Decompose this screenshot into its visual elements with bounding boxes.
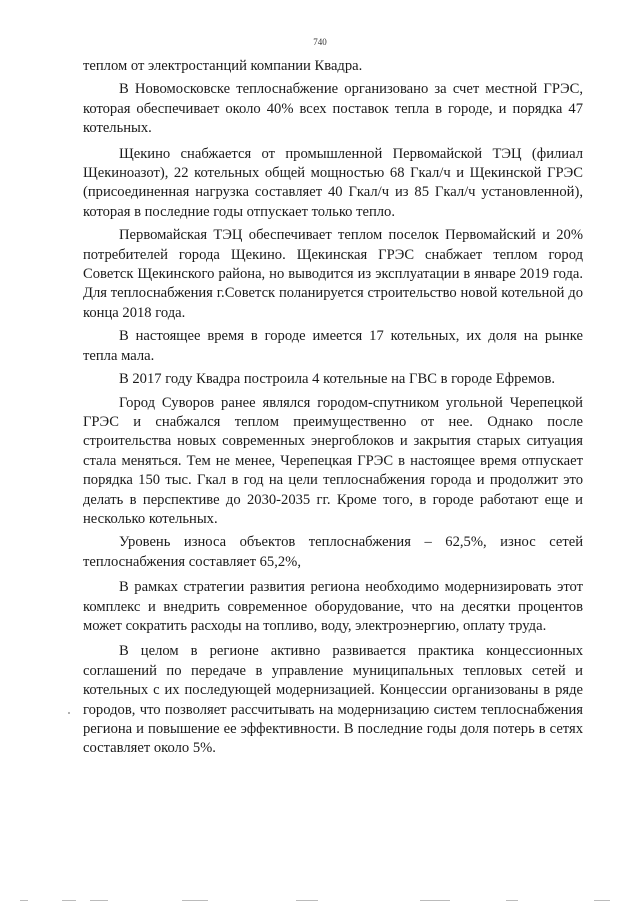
scan-mark <box>182 900 208 901</box>
paragraph-10: В целом в регионе активно развивается практика концессионных соглашений по передаче в управление муниципальных тепловых сетей и котельных с их последующей модернизацией. Концессии организованы в ряде городов, что позволяет рассчитывать на модернизацию систем теплоснабжения региона и повышение ее эффективности. В последние годы доля потерь в сетях составляет около 5%. <box>83 643 583 757</box>
paragraph-7: Город Суворов ранее являлся городом-спутником угольной Черепецкой ГРЭС и снабжался теплом преимущественно от нее. Однако после строительства новых современных энергоблоков и закрытия старых ситуация стала меняться. Тем не менее, Черепецкая ГРЭС в настоящее время отпускает порядка 150 тыс. Гкал в год на цели теплоснабжения города и продолжит это делать в перспективе до 2030-2035 гг. Кроме того, в городе работают еще и несколько котельных. <box>83 394 583 527</box>
scan-mark <box>296 900 318 901</box>
scan-mark <box>506 900 518 901</box>
scan-mark <box>420 900 450 901</box>
paragraph-9: В рамках стратегии развития региона необходимо модернизировать этот комплекс и внедрить современное оборудование, что на десятки процентов может сократить расходы на топливо, воду, электроэнергию, оплату труда. <box>83 579 583 634</box>
scan-mark <box>90 900 108 901</box>
paragraph-4: Первомайская ТЭЦ обеспечивает теплом поселок Первомайский и 20% потребителей города Щекино. Щекинская ГРЭС снабжает теплом город Советск Щекинского района, но выводится из эксплуатации в январе 2019 года. Для теплоснабжения г.Советск поланируется строительство новой котельной до конца 2018 года. <box>83 227 583 321</box>
paragraph-5: В настоящее время в городе имеется 17 котельных, их доля на рынке тепла мала. <box>83 328 583 364</box>
paragraph-3: Щекино снабжается от промышленной Первомайской ТЭЦ (филиал Щекиноазот), 22 котельных общей мощностью 68 Гкал/ч и Щекинской ГРЭС (присоединенная нагрузка составляет 40 Гкал/ч из 85 Гкал/ч установленной), которая в последние годы отпускает только тепло. <box>83 145 583 220</box>
paragraph-8: Уровень износа объектов теплоснабжения – 62,5%, износ сетей теплоснабжения составляет 65,2%, <box>83 534 583 570</box>
paragraph-6: В 2017 году Квадра построила 4 котельные на ГВС в городе Ефремов. <box>119 371 555 388</box>
paragraph-1: теплом от электростанций компании Квадра. <box>83 58 363 74</box>
scan-artifacts <box>0 895 640 901</box>
paragraph-2: В Новомосковске теплоснабжение организовано за счет местной ГРЭС, которая обеспечивает около 40% всех поставок тепла в городе, и порядка 47 котельных. <box>83 81 583 137</box>
page-number: 740 <box>313 37 327 47</box>
scan-speck <box>68 712 70 714</box>
scan-mark <box>594 900 610 901</box>
document-body <box>83 57 583 763</box>
scan-mark <box>20 900 28 901</box>
scan-mark <box>62 900 76 901</box>
